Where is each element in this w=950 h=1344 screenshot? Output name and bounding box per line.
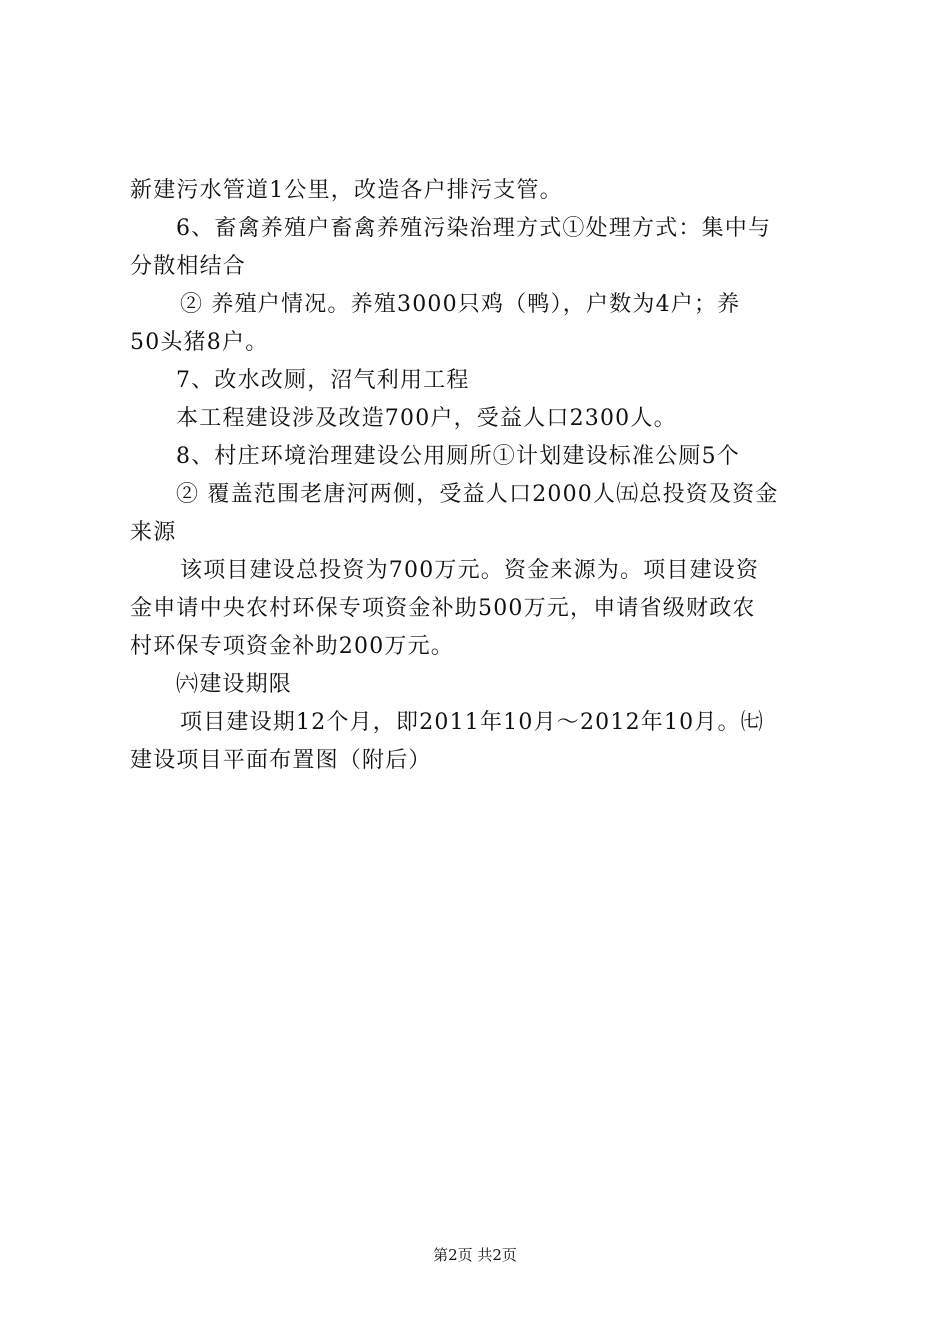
text-line: 金申请中央农村环保专项资金补助500万元，申请省级财政农 bbox=[130, 596, 756, 621]
text-line: ㈥建设期限 bbox=[176, 672, 293, 697]
page-number-label: 第2页 共2页 bbox=[433, 1246, 517, 1264]
document-body bbox=[130, 172, 830, 780]
text-line: 项目建设期12个月，即2011年10月～2012年10月。㈦ bbox=[180, 710, 764, 735]
text-line: 建设项目平面布置图（附后） bbox=[130, 748, 432, 773]
text-line: 来源 bbox=[130, 520, 177, 545]
text-line: 村环保专项资金补助200万元。 bbox=[130, 634, 454, 659]
text-line: 该项目建设总投资为700万元。资金来源为。项目建设资 bbox=[180, 558, 760, 583]
text-line: 6、畜禽养殖户畜禽养殖污染治理方式①处理方式：集中与 bbox=[176, 216, 772, 241]
text-line: 本工程建设涉及改造700户，受益人口2300人。 bbox=[176, 406, 677, 431]
text-line: 新建污水管道1公里，改造各户排污支管。 bbox=[130, 178, 563, 203]
text-line: 分散相结合 bbox=[130, 254, 247, 279]
text-line: ② 覆盖范围老唐河两侧，受益人口2000人㈤总投资及资金 bbox=[176, 482, 779, 507]
text-line: ② 养殖户情况。养殖3000只鸡（鸭），户数为4户；养 bbox=[180, 292, 741, 317]
text-line: 50头猪8户。 bbox=[130, 330, 269, 355]
text-line: 7、改水改厕，沼气利用工程 bbox=[176, 368, 470, 393]
page-footer bbox=[0, 1244, 950, 1266]
text-line: 8、村庄环境治理建设公用厕所①计划建设标准公厕5个 bbox=[176, 444, 740, 469]
